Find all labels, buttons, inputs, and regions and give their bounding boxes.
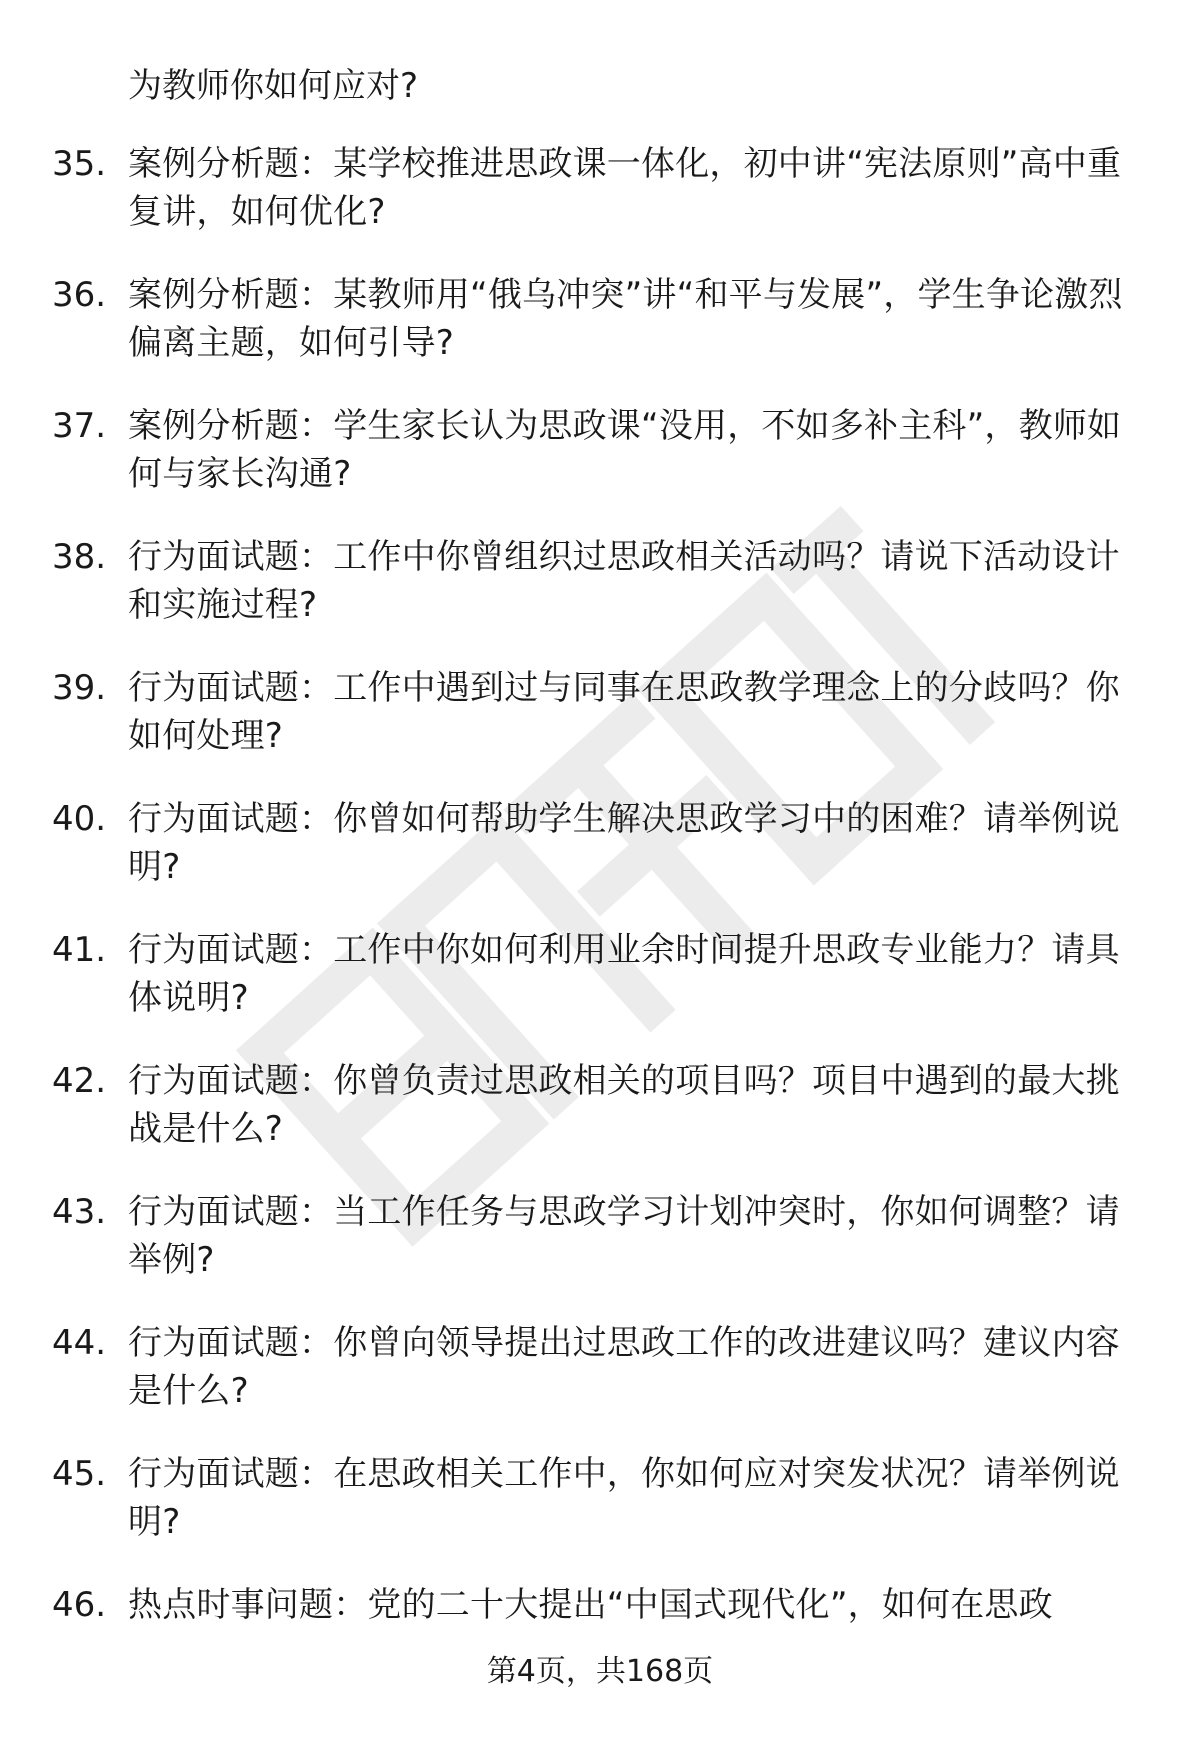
item-text: 行为面试题：你曾负责过思政相关的项目吗？项目中遇到的最大挑战是什么? xyxy=(128,1061,1120,1149)
item-text: 行为面试题：你曾如何帮助学生解决思政学习中的困难？请举例说明? xyxy=(128,799,1120,887)
list-item xyxy=(0,140,1200,271)
item-text: 案例分析题：学生家长认为思政课“没用，不如多补主科”，教师如何与家长沟通? xyxy=(128,406,1122,494)
item-text: 热点时事问题：党的二十大提出“中国式现代化”，如何在思政 xyxy=(128,1585,1053,1625)
item-number: 39. xyxy=(52,668,107,708)
list-item xyxy=(0,926,1200,1057)
item-number: 45. xyxy=(52,1454,107,1494)
list-item xyxy=(0,533,1200,664)
item-text: 行为面试题：工作中你如何利用业余时间提升思政专业能力？请具体说明? xyxy=(128,930,1120,1018)
item-text: 案例分析题：某学校推进思政课一体化，初中讲“宪法原则”高中重复讲，如何优化? xyxy=(128,144,1122,232)
list-item xyxy=(0,402,1200,533)
list-item xyxy=(0,1188,1200,1319)
item-number: 44. xyxy=(52,1323,107,1363)
list-item xyxy=(0,664,1200,795)
list-item xyxy=(0,1450,1200,1581)
item-number: 38. xyxy=(52,537,107,577)
item-number: 43. xyxy=(52,1192,107,1232)
item-text: 行为面试题：工作中遇到过与同事在思政教学理念上的分歧吗？你如何处理? xyxy=(128,668,1120,756)
question-list xyxy=(0,140,1200,1712)
item-number: 40. xyxy=(52,799,107,839)
list-item xyxy=(0,1057,1200,1188)
item-number: 35. xyxy=(52,144,107,184)
item-number: 36. xyxy=(52,275,107,315)
item-number: 42. xyxy=(52,1061,107,1101)
item-text: 行为面试题：当工作任务与思政学习计划冲突时，你如何调整？请举例? xyxy=(128,1192,1120,1280)
list-item xyxy=(0,1319,1200,1450)
item-text: 行为面试题：在思政相关工作中，你如何应对突发状况？请举例说明? xyxy=(128,1454,1120,1542)
item-text: 案例分析题：某教师用“俄乌冲突”讲“和平与发展”，学生争论激烈偏离主题，如何引导? xyxy=(128,275,1123,363)
item-text: 行为面试题：工作中你曾组织过思政相关活动吗？请说下活动设计和实施过程? xyxy=(128,537,1120,625)
item-text: 行为面试题：你曾向领导提出过思政工作的改进建议吗？建议内容是什么? xyxy=(128,1323,1120,1411)
list-item xyxy=(0,271,1200,402)
item-number: 46. xyxy=(52,1585,107,1625)
item-number: 37. xyxy=(52,406,107,446)
continuation-line: 为教师你如何应对? xyxy=(128,66,419,106)
item-number: 41. xyxy=(52,930,107,970)
list-item xyxy=(0,795,1200,926)
page-footer: 第4页，共168页 xyxy=(486,1654,714,1689)
list-item xyxy=(0,1581,1200,1712)
